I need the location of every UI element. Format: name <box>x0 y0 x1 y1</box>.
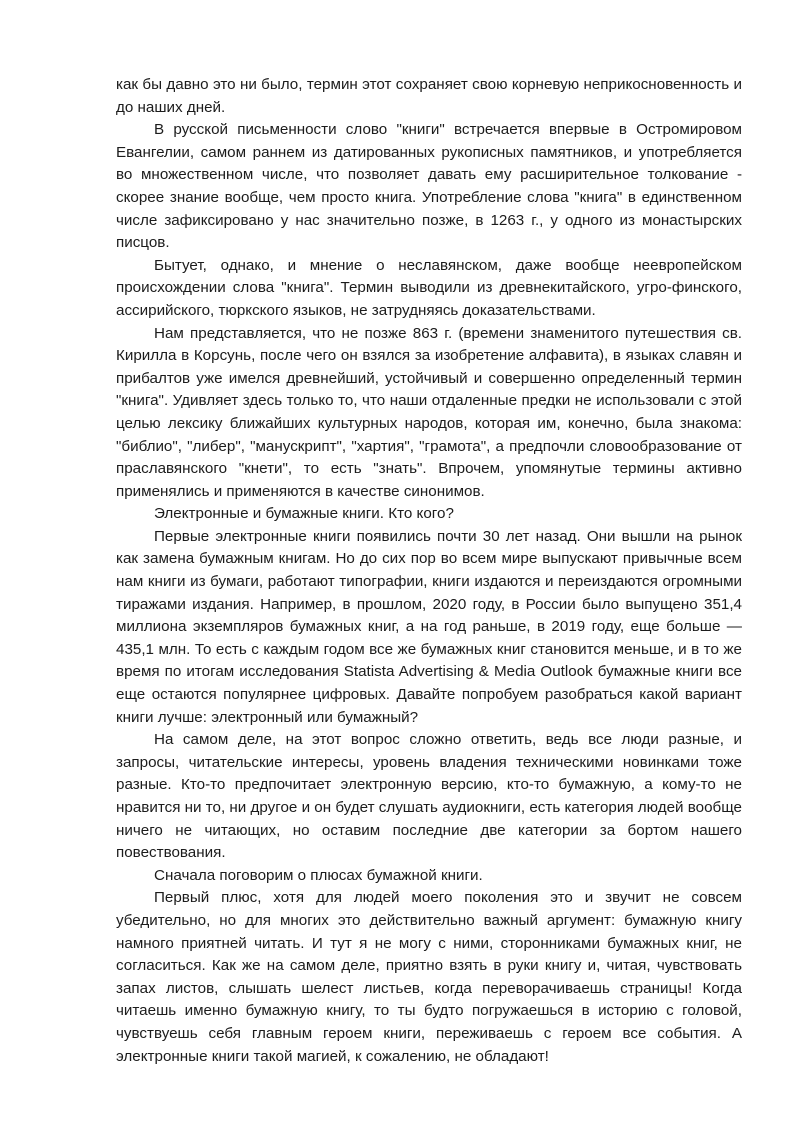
paragraph-first-plus: Первый плюс, хотя для людей моего поколения это и звучит не совсем убедительно, но для многих это действительно важный аргумент: бумажную книгу намного приятней читать. И тут я не могу с ними, сторонниками бумажных книг, не согласиться. Как же на самом деле, приятно взять в руки книгу и, читая, чувствовать запах листов, слышать шелест листьев, когда переворачиваешь страницы! Когда читаешь именно бумажную книгу, то ты будто погружаешься в историю с головой, чувствуешь себя главным героем книги, переживаешь с героем все события. А электронные книги такой магией, к сожалению, не обладают! <box>116 889 742 1065</box>
paragraph-continuation: как бы давно это ни было, термин этот сохраняет свою корневую неприкосновенность и до наших дней. <box>116 76 742 116</box>
section-heading-ebooks-vs-paper: Электронные и бумажные книги. Кто кого? <box>154 505 454 523</box>
paragraph-863-hypothesis: Нам представляется, что не позже 863 г. (времени знаменитого путешествия св. Кирилла в Корсунь, после чего он взялся за изобретение алфавита), в языках славян и прибалтов уже имелся древнейший, устойчивый и совершенно определенный термин "книга". Удивляет здесь только то, что наши отдаленные предки не использовали с этой целью лексику ближайших культурных народов, которая им, конечно, была знакома: "библио", "либер", "манускрипт", "хартия", "грамота", а предпочли словообразование от праславянского "кнети", то есть "знать". Впрочем, упомянутые термины активно применялись и применяются в качестве синонимов. <box>116 324 742 500</box>
paragraph-first-ebooks: Первые электронные книги появились почти 30 лет назад. Они вышли на рынок как замена бумажным книгам. Но до сих пор во всем мире выпускают привычные всем нам книги из бумаги, работают типографии, книги издаются и переиздаются огромными тиражами издания. Например, в прошлом, 2020 году, в России было выпущено 351,4 миллиона экземпляров бумажных книг, а на год раньше, в 2019 году, еще больше — 435,1 млн. То есть с каждым годом все же бумажных книг становится меньше, и в то же время по итогам исследования Statista Advertising & Media Outlook бумажные книги все еще остаются популярнее цифровых. Давайте попробуем разобраться какой вариант книги лучше: электронный или бумажный? <box>116 527 742 726</box>
document-page <box>116 74 742 1068</box>
paragraph-paper-pluses-intro: Сначала поговорим о плюсах бумажной книги. <box>154 866 483 884</box>
paragraph-hard-to-answer: На самом деле, на этот вопрос сложно ответить, ведь все люди разные, и запросы, читательские интересы, уровень владения техническими новинками тоже разные. Кто-то предпочитает электронную версию, кто-то бумажную, а кому-то не нравится ни то, ни другое и он будет слушать аудиокниги, есть категория людей вообще ничего не читающих, но оставим последние две категории за бортом нашего повествования. <box>116 731 742 862</box>
paragraph-ostromir-gospel: В русской письменности слово "книги" встречается впервые в Остромировом Евангелии, самом раннем из датированных рукописных памятников, и употребляется во множественном числе, что позволяет давать ему расширительное толкование - скорее знание вообще, чем просто книга. Употребление слова "книга" в единственном числе зафиксировано у нас значительно позже, в 1263 г., у одного из монастырских писцов. <box>116 121 742 252</box>
paragraph-non-slavic-origin: Бытует, однако, и мнение о неславянском, даже вообще неевропейском происхождении слова "книга". Термин выводили из древнекитайского, угро-финского, ассирийского, тюркского языков, не затрудняясь доказательствами. <box>116 256 742 319</box>
